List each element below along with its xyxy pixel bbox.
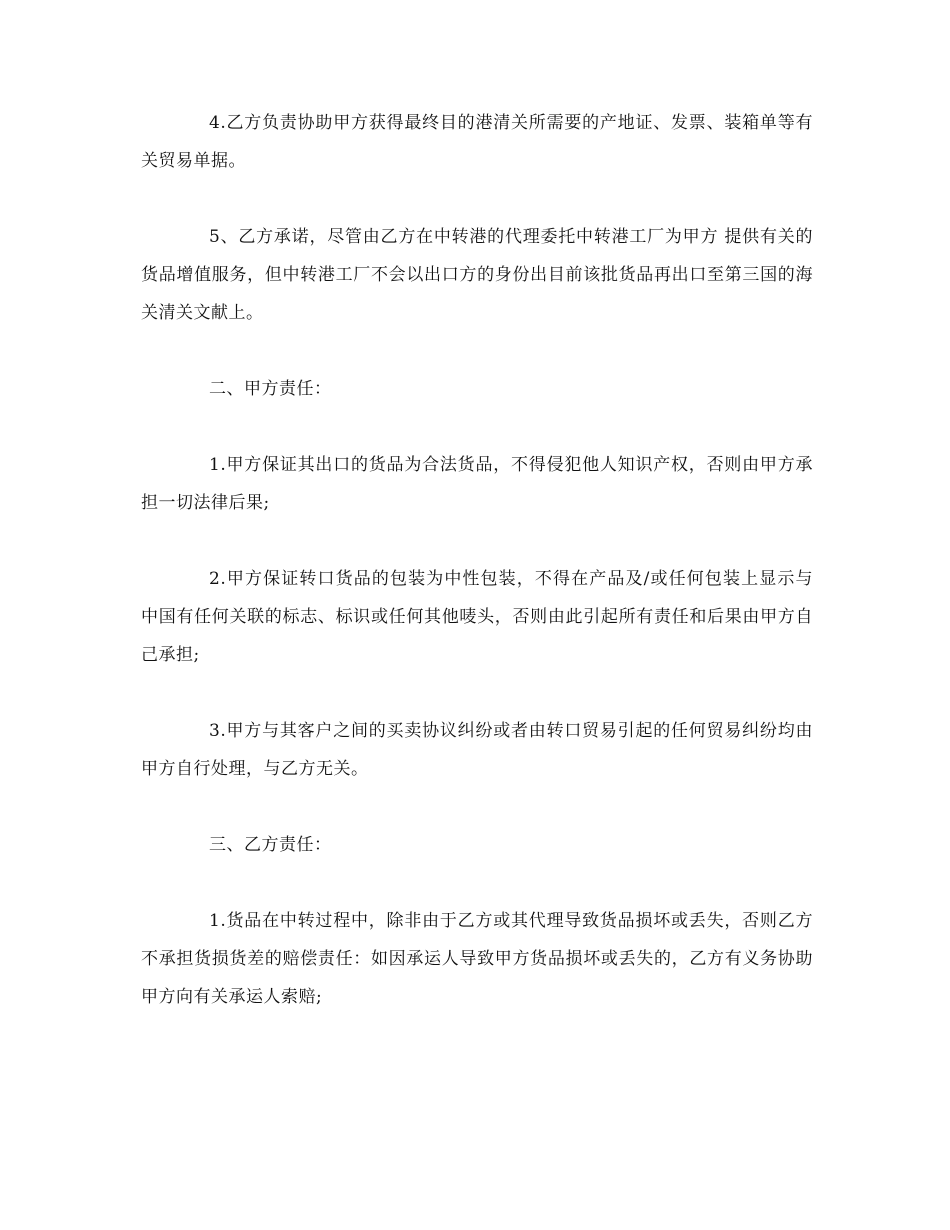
document-body <box>141 104 813 1054</box>
clause-2-1: 1.甲方保证其出口的货品为合法货品，不得侵犯他人知识产权，否则由甲方承担一切法律后果; <box>141 455 813 513</box>
clause-2-2: 2.甲方保证转口货品的包装为中性包装，不得在产品及/或任何包装上显示与 中国有任何关联的标志、标识或任何其他唛头，否则由此引起所有责任和后果由甲方自己承担; <box>141 569 813 665</box>
clause-1-5: 5、乙方承诺，尽管由乙方在中转港的代理委托中转港工厂为甲方 提供有关的货品增值服务，但中转港工厂不会以出口方的身份出目前该批货品再出口至第三国的海关清关文献上。 <box>141 227 813 323</box>
clause-2-3: 3.甲方与其客户之间的买卖协议纠纷或者由转口贸易引起的任何贸易纠纷均由甲方自行处理，与乙方无关。 <box>141 721 813 779</box>
section-heading-party-b: 三、乙方责任： <box>209 835 332 855</box>
clause-1-4: 4.乙方负责协助甲方获得最终目的港清关所需要的产地证、发票、装箱单等有关贸易单据。 <box>141 113 813 171</box>
clause-3-1: 1.货品在中转过程中，除非由于乙方或其代理导致货品损坏或丢失，否则乙方不承担货损货差的赔偿责任：如因承运人导致甲方货品损坏或丢失的，乙方有义务协助甲方向有关承运人索赔; <box>141 911 813 1007</box>
section-heading-party-a: 二、甲方责任： <box>209 379 332 399</box>
